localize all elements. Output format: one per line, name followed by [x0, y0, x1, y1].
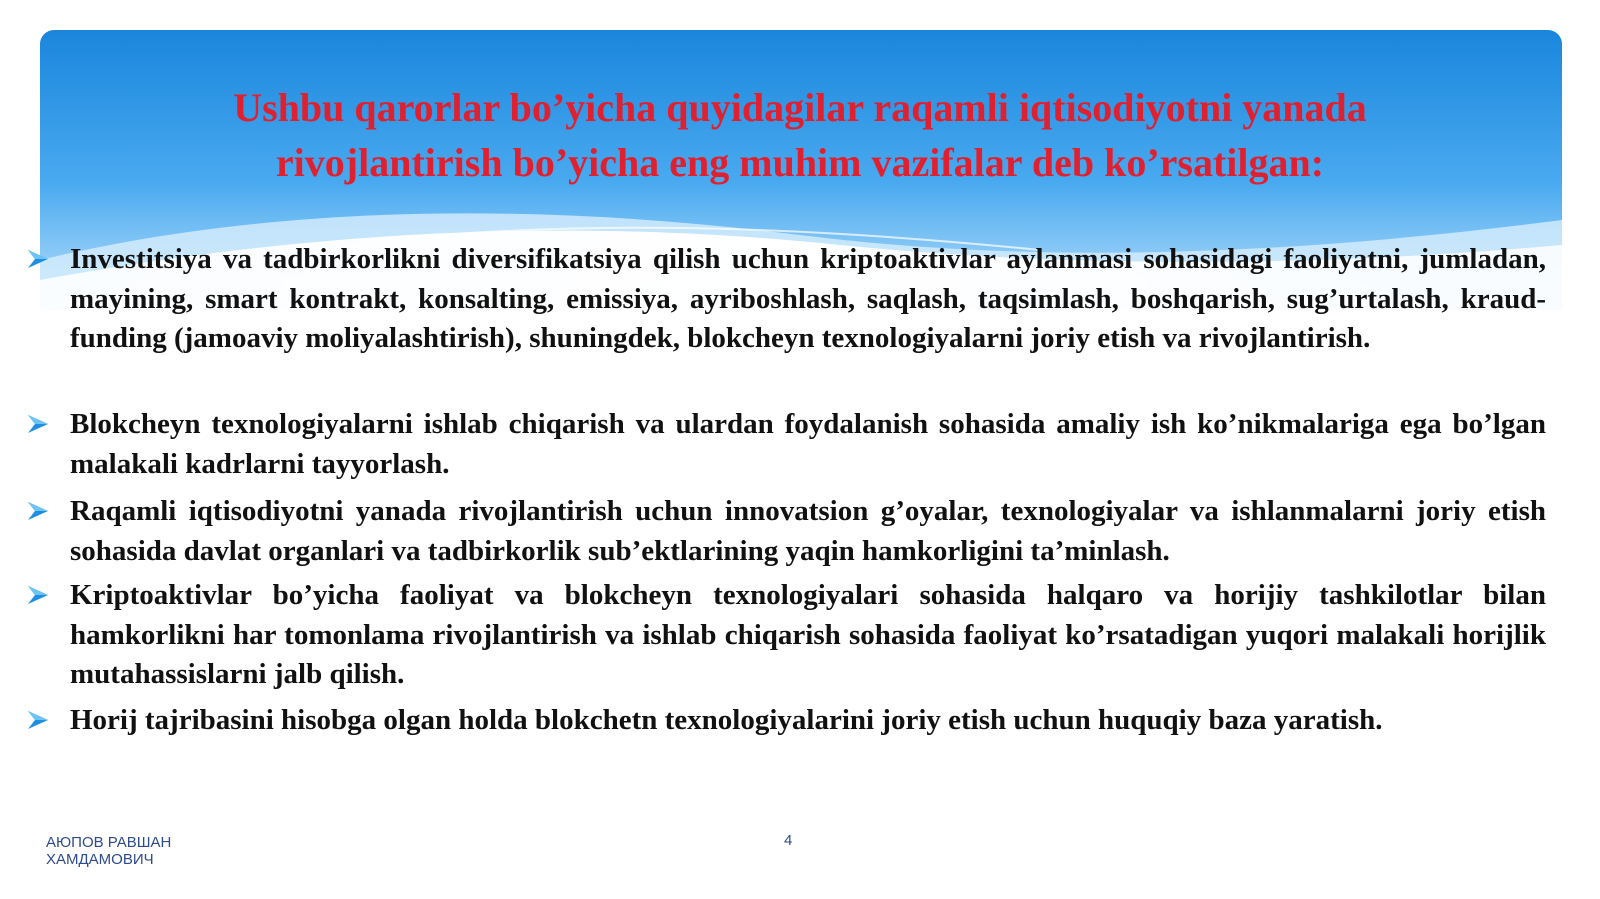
slide-title: Ushbu qarorlar bo’yicha quyidagilar raqamli iqtisodiyotni yanada rivojlantirish bo’yicha eng muhim vazifalar deb ko’rsatilgan:	[233, 85, 1367, 185]
footer-author: АЮПОВ РАВШАН ХАМДАМОВИЧ	[46, 834, 172, 868]
arrow-bullet-icon	[26, 584, 50, 606]
arrow-bullet-icon	[26, 413, 50, 435]
arrow-bullet-icon	[26, 500, 50, 522]
bullet-item-3: Raqamli iqtisodiyotni yanada rivojlantirish uchun innovatsion g’oyalar, texnologiyalar va ishlanmalarni joriy etish sohasida davlat organlari va tadbirkorlik sub’ektlarining yaqin hamkorligini ta’minlash.	[70, 495, 1546, 567]
bullet-item-1: Investitsiya va tadbirkorlikni diversifikatsiya qilish uchun kriptoaktivlar aylanmasi sohasidagi faoliyatni, jumladan, mayining, smart kontrakt, konsalting, emissiya, ayriboshlash, saqlash, taqsimlash, boshqarish, sug’urtalash, kraud-funding (jamoaviy moliyalashtirish), shuningdek, blokcheyn texnologiyalarni joriy etish va rivojlantirish.	[70, 243, 1546, 354]
page-number: 4	[784, 832, 793, 849]
bullet-item-5: Horij tajribasini hisobga olgan holda blokchetn texnologiyalarini joriy etish uchun huquqiy baza yaratish.	[70, 704, 1383, 736]
bullet-item-2: Blokcheyn texnologiyalarni ishlab chiqarish va ulardan foydalanish sohasida amaliy ish ko’nikmalariga ega bo’lgan malakali kadrlarni tayyorlash.	[70, 408, 1546, 480]
arrow-bullet-icon	[26, 248, 50, 270]
arrow-bullet-icon	[26, 709, 50, 731]
bullet-item-4: Kriptoaktivlar bo’yicha faoliyat va blokcheyn texnologiyalari sohasida halqaro va horijiy tashkilotlar bilan hamkorlikni har tomonlama rivojlantirish va ishlab chiqarish sohasida faoliyat ko’rsatadigan yuqori malakali horijlik mutahassislarni jalb qilish.	[70, 579, 1546, 690]
